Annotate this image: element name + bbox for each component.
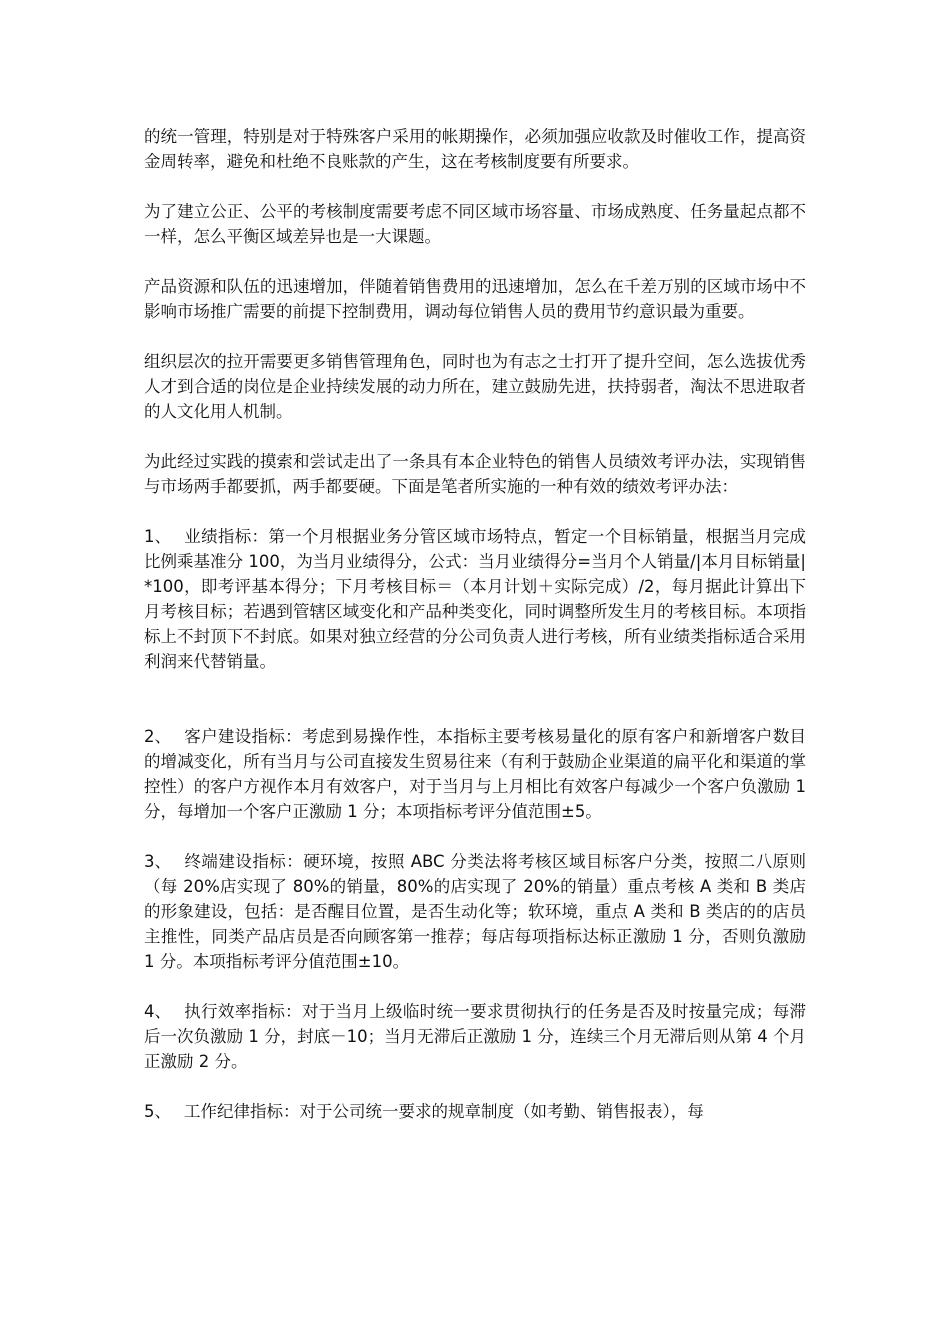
list-item-text: 终端建设指标：硬环境，按照 ABC 分类法将考核区域目标客户分类，按照二八原则（每 20%店实现了 80%的销量，80%的店实现了 20%的销量）重点考核 A 类和 B 类店的形象建设，包括：是否醒目位置，是否生动化等；软环境，重点 A 类和 B 类店的的店员主推性，同类产品店员是否向顾客第一推荐；每店每项指标达标正激励 1 分，否则负激励 1 分。本项指标考评分值范围±10。 xyxy=(144,852,806,971)
list-item-text: 业绩指标：第一个月根据业务分管区域市场特点，暂定一个目标销量，根据当月完成比例乘基准分 100，为当月业绩得分，公式：当月业绩得分=当月个人销量/|本月目标销量|*100，即考评基本得分；下月考核目标＝（本月计划＋实际完成）/2，每月据此计算出下月考核目标；若遇到管辖区域变化和产品种类变化，同时调整所发生月的考核目标。本项指标上不封顶下不封底。如果对独立经营的分公司负责人进行考核，所有业绩类指标适合采用利润来代替销量。 xyxy=(144,527,806,671)
paragraph-cost-control: 产品资源和队伍的迅速增加，伴随着销售费用的迅速增加，怎么在千差万别的区域市场中不影响市场推广需要的前提下控制费用，调动每位销售人员的费用节约意识最为重要。 xyxy=(144,277,806,321)
list-item-discipline-indicator xyxy=(144,1099,806,1124)
list-item-efficiency-indicator xyxy=(144,999,806,1074)
list-item-number: 3、 xyxy=(144,852,171,871)
paragraph-method-intro: 为此经过实践的摸索和尝试走出了一条具有本企业特色的销售人员绩效考评办法，实现销售与市场两手都要抓，两手都要硬。下面是笔者所实施的一种有效的绩效考评办法： xyxy=(144,452,806,496)
list-item-text: 工作纪律指标：对于公司统一要求的规章制度（如考勤、销售报表），每 xyxy=(184,1102,704,1121)
list-item-performance-indicator xyxy=(144,524,806,674)
list-item-number: 1、 xyxy=(144,527,171,546)
list-item-number: 2、 xyxy=(144,727,171,746)
paragraph-talent-selection: 组织层次的拉开需要更多销售管理角色，同时也为有志之士打开了提升空间，怎么选拔优秀人才到合适的岗位是企业持续发展的动力所在，建立鼓励先进，扶持弱者，淘汰不思进取者的人文化用人机制。 xyxy=(144,352,806,421)
list-item-text: 执行效率指标：对于当月上级临时统一要求贯彻执行的任务是否及时按量完成；每滞后一次负激励 1 分，封底－10；当月无滞后正激励 1 分，连续三个月无滞后则从第 4 个月正激励 2 分。 xyxy=(144,1002,806,1071)
paragraph-intro-continuation: 的统一管理，特别是对于特殊客户采用的帐期操作，必须加强应收款及时催收工作，提高资金周转率，避免和杜绝不良账款的产生，这在考核制度要有所要求。 xyxy=(144,127,806,171)
list-item-number: 4、 xyxy=(144,1002,171,1021)
paragraph-regional-fairness: 为了建立公正、公平的考核制度需要考虑不同区域市场容量、市场成熟度、任务量起点都不一样，怎么平衡区域差异也是一大课题。 xyxy=(144,202,806,246)
list-item-number: 5、 xyxy=(144,1102,171,1121)
document-body xyxy=(144,124,806,1149)
list-item-terminal-indicator xyxy=(144,849,806,974)
list-item-text: 客户建设指标：考虑到易操作性，本指标主要考核易量化的原有客户和新增客户数目的增减变化，所有当月与公司直接发生贸易往来（有利于鼓励企业渠道的扁平化和渠道的掌控性）的客户方视作本月有效客户，对于当月与上月相比有效客户每减少一个客户负激励 1 分，每增加一个客户正激励 1 分；本项指标考评分值范围±5。 xyxy=(144,727,806,821)
list-item-customer-indicator xyxy=(144,724,806,824)
